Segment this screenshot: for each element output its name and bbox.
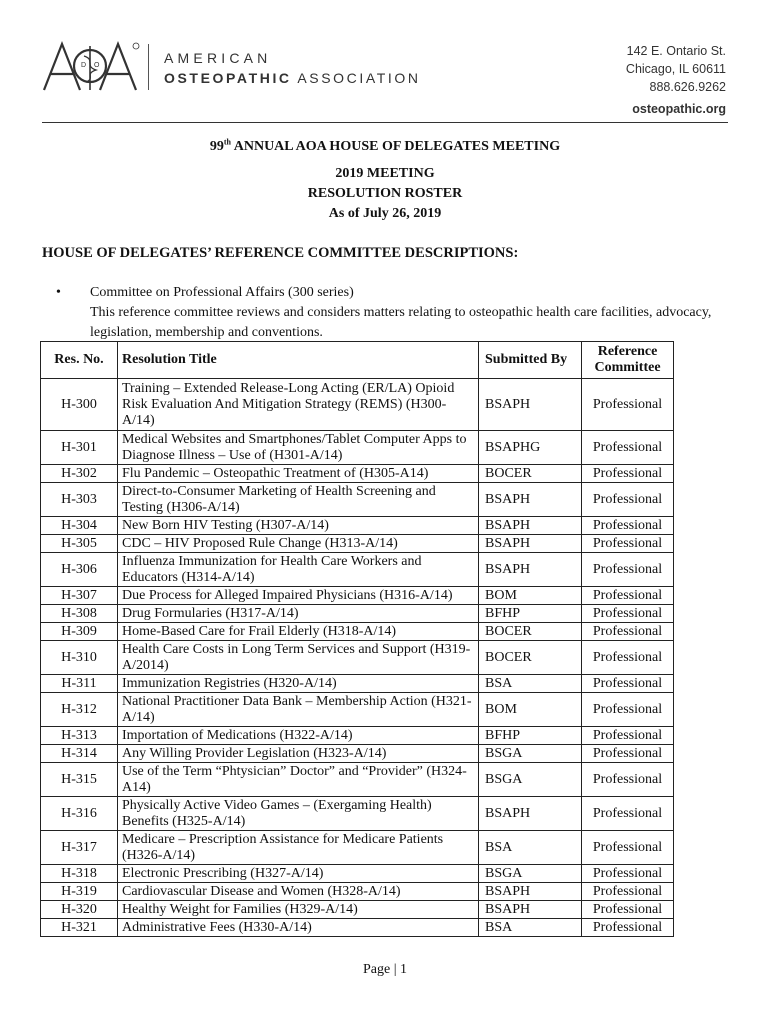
resolution-title-cell: Administrative Fees (H330-A/14) [118,919,479,937]
reference-committee-cell: Professional [582,587,674,605]
table-row [41,465,674,483]
resolution-title-cell: Home-Based Care for Frail Elderly (H318-A/14) [118,623,479,641]
submitted-by-cell: BOM [479,587,582,605]
col-header-submitted-by: Submitted By [479,342,582,379]
res-no-cell: H-320 [41,901,118,919]
as-of-date: As of July 26, 2019 [328,206,442,221]
resolution-title-cell: Due Process for Alleged Impaired Physicians (H316-A/14) [118,587,479,605]
resolution-title-cell: Medicare – Prescription Assistance for Medicare Patients (H326-A/14) [118,831,479,865]
title-block [0,137,770,224]
table-row [41,883,674,901]
reference-committee-cell: Professional [582,865,674,883]
org-name-line1: AMERICAN [164,50,272,66]
reference-committee-cell: Professional [582,693,674,727]
reference-committee-cell: Professional [582,797,674,831]
reference-committee-cell: Professional [582,727,674,745]
reference-committee-cell: Professional [582,641,674,675]
table-row [41,901,674,919]
res-no-cell: H-304 [41,517,118,535]
res-no-cell: H-307 [41,587,118,605]
submitted-by-cell: BFHP [479,727,582,745]
reference-committee-cell: Professional [582,379,674,431]
header-rule [42,122,728,123]
table-row [41,763,674,797]
submitted-by-cell: BSGA [479,763,582,797]
res-no-cell: H-317 [41,831,118,865]
submitted-by-cell: BSAPH [479,797,582,831]
resolution-roster-table [40,341,674,937]
res-no-cell: H-313 [41,727,118,745]
submitted-by-cell: BSA [479,919,582,937]
table-header-row [41,342,674,379]
table-row [41,797,674,831]
submitted-by-cell: BFHP [479,605,582,623]
submitted-by-cell: BSAPHG [479,431,582,465]
table-row [41,675,674,693]
org-name-line2 [164,68,421,88]
address-phone: 888.626.9262 [649,80,726,94]
reference-committee-cell: Professional [582,553,674,587]
res-no-cell: H-306 [41,553,118,587]
resolution-title-cell: Influenza Immunization for Health Care Workers and Educators (H314-A/14) [118,553,479,587]
reference-committee-cell: Professional [582,517,674,535]
submitted-by-cell: BSAPH [479,379,582,431]
reference-committee-cell: Professional [582,605,674,623]
resolution-title-cell: Any Willing Provider Legislation (H323-A/14) [118,745,479,763]
submitted-by-cell: BSAPH [479,883,582,901]
submitted-by-cell: BSGA [479,745,582,763]
org-name-bold: OSTEOPATHIC [164,70,292,86]
organization-name [164,48,421,88]
res-no-cell: H-316 [41,797,118,831]
res-no-cell: H-312 [41,693,118,727]
col-header-reference-committee: Reference Committee [582,342,674,379]
resolution-title-cell: Health Care Costs in Long Term Services and Support (H319-A/2014) [118,641,479,675]
resolution-title-cell: Physically Active Video Games – (Exergaming Health) Benefits (H325-A/14) [118,797,479,831]
col-header-title: Resolution Title [118,342,479,379]
res-no-cell: H-300 [41,379,118,431]
reference-committee-cell: Professional [582,831,674,865]
table-row [41,831,674,865]
reference-committee-cell: Professional [582,901,674,919]
res-no-cell: H-319 [41,883,118,901]
res-no-cell: H-310 [41,641,118,675]
resolution-title-cell: Electronic Prescribing (H327-A/14) [118,865,479,883]
submitted-by-cell: BSGA [479,865,582,883]
bullet-icon: • [56,285,61,300]
resolution-title-cell: Training – Extended Release-Long Acting (ER/LA) Opioid Risk Evaluation And Mitigation Strategy (REMS) (H300-A/14) [118,379,479,431]
committee-text: This reference committee reviews and considers matters relating to osteopathic health care facilities, advocacy, legislation, membership and conventions. [90,305,712,340]
resolution-title-cell: Drug Formularies (H317-A/14) [118,605,479,623]
resolution-title-cell: Use of the Term “Phtysician” Doctor” and “Provider” (H324-A14) [118,763,479,797]
table-row [41,605,674,623]
resolution-title-cell: Healthy Weight for Families (H329-A/14) [118,901,479,919]
meeting-year: 2019 MEETING [335,166,435,181]
resolution-title-cell: Cardiovascular Disease and Women (H328-A/14) [118,883,479,901]
section-heading: HOUSE OF DELEGATES’ REFERENCE COMMITTEE DESCRIPTIONS: [42,245,519,261]
resolution-title-cell: National Practitioner Data Bank – Membership Action (H321-A/14) [118,693,479,727]
aoa-caduceus-logo-icon [40,40,140,92]
reference-committee-cell: Professional [582,675,674,693]
roster-title: RESOLUTION ROSTER [307,186,463,201]
table-row [41,727,674,745]
table-row [41,641,674,675]
reference-committee-cell: Professional [582,465,674,483]
table-row [41,517,674,535]
reference-committee-cell: Professional [582,919,674,937]
res-no-cell: H-303 [41,483,118,517]
submitted-by-cell: BOCER [479,641,582,675]
resolution-title-cell: Medical Websites and Smartphones/Tablet Computer Apps to Diagnose Illness – Use of (H301-A/14) [118,431,479,465]
reference-committee-cell: Professional [582,483,674,517]
committee-name: Committee on Professional Affairs (300 series) [90,285,354,300]
submitted-by-cell: BSAPH [479,483,582,517]
table-row [41,745,674,763]
resolution-title-cell: Direct-to-Consumer Marketing of Health Screening and Testing (H306-A/14) [118,483,479,517]
res-no-cell: H-301 [41,431,118,465]
res-no-cell: H-315 [41,763,118,797]
submitted-by-cell: BSA [479,675,582,693]
submitted-by-cell: BSA [479,831,582,865]
reference-committee-cell: Professional [582,763,674,797]
logo-divider [148,44,149,90]
res-no-cell: H-308 [41,605,118,623]
resolution-title-cell: Flu Pandemic – Osteopathic Treatment of (H305-A14) [118,465,479,483]
reference-committee-cell: Professional [582,623,674,641]
address-street: 142 E. Ontario St. [626,44,726,58]
table-row [41,919,674,937]
res-no-cell: H-305 [41,535,118,553]
submitted-by-cell: BSAPH [479,901,582,919]
resolution-title-cell: New Born HIV Testing (H307-A/14) [118,517,479,535]
meeting-title: 99th ANNUAL AOA HOUSE OF DELEGATES MEETING [209,137,561,154]
submitted-by-cell: BSAPH [479,553,582,587]
resolution-title-cell: Immunization Registries (H320-A/14) [118,675,479,693]
table-row [41,865,674,883]
col-header-res-no: Res. No. [41,342,118,379]
table-row [41,483,674,517]
reference-committee-cell: Professional [582,745,674,763]
submitted-by-cell: BOM [479,693,582,727]
reference-committee-cell: Professional [582,535,674,553]
res-no-cell: H-311 [41,675,118,693]
table-row [41,553,674,587]
table-row [41,693,674,727]
page-footer: Page | 1 [362,962,408,977]
submitted-by-cell: BOCER [479,623,582,641]
res-no-cell: H-314 [41,745,118,763]
website-link[interactable]: osteopathic.org [632,102,726,116]
reference-committee-cell: Professional [582,883,674,901]
svg-text:O: O [94,62,100,69]
org-name-rest: ASSOCIATION [291,70,421,86]
svg-text:D: D [81,62,87,69]
resolution-title-cell: CDC – HIV Proposed Rule Change (H313-A/14) [118,535,479,553]
table-row [41,535,674,553]
resolution-title-cell: Importation of Medications (H322-A/14) [118,727,479,745]
res-no-cell: H-309 [41,623,118,641]
res-no-cell: H-302 [41,465,118,483]
res-no-cell: H-318 [41,865,118,883]
submitted-by-cell: BSAPH [479,535,582,553]
submitted-by-cell: BSAPH [479,517,582,535]
address-block [626,42,726,118]
table-row [41,431,674,465]
table-row [41,623,674,641]
table-row [41,379,674,431]
res-no-cell: H-321 [41,919,118,937]
reference-committee-cell: Professional [582,431,674,465]
submitted-by-cell: BOCER [479,465,582,483]
address-city: Chicago, IL 60611 [625,62,726,76]
table-row [41,587,674,605]
